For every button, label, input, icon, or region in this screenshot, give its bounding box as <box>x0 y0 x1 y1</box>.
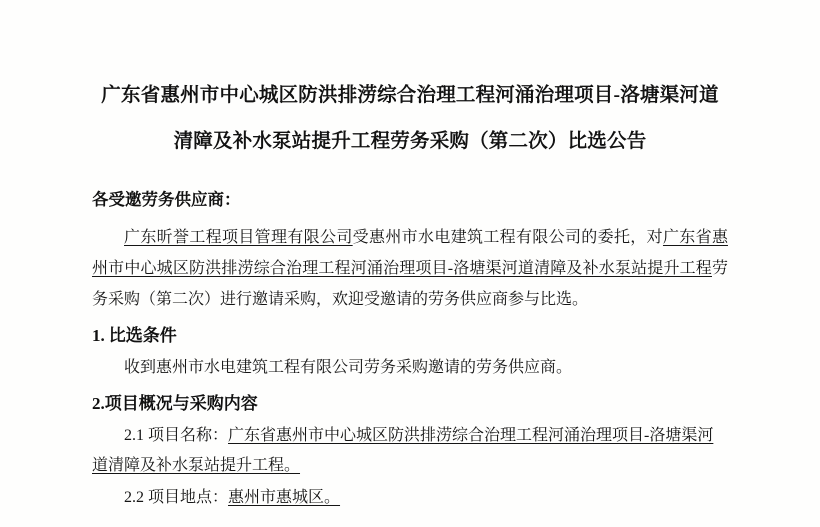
intro-paragraph <box>92 222 728 315</box>
intro-agent-name: 广东昕誉工程项目管理有限公司 <box>124 229 353 246</box>
section-2-paragraph-2-label: 2.2 项目地点： <box>124 489 229 506</box>
section-2-paragraph-2-value: 惠州市惠城区。 <box>228 489 341 506</box>
section-title-1: 比选条件 <box>108 326 177 345</box>
page-title-line-2: 清障及补水泵站提升工程劳务采购（第二次）比选公告 <box>173 131 647 152</box>
section-number-2: 2. <box>92 394 105 413</box>
section-2-paragraph-1-label: 2.1 项目名称： <box>124 427 229 444</box>
intro-text-2: 劳务采购（第二次）进行邀请采购，欢迎受邀请的劳务供应商参与比选。 <box>92 260 728 308</box>
section-title-2: 项目概况与采购内容 <box>104 394 258 413</box>
section-heading-2 <box>92 389 728 419</box>
section-2-paragraph-1-value: 广东省惠州市中心城区防洪排涝综合治理工程河涌治理项目-洛塘渠河道清障及补水泵站提升工程。 <box>92 427 714 474</box>
section-1-paragraph-1: 收到惠州市水电建筑工程有限公司劳务采购邀请的劳务供应商。 <box>124 359 573 376</box>
intro-text-1: 受惠州市水电建筑工程有限公司的委托，对 <box>352 229 663 246</box>
section-2-paragraph-2 <box>92 483 728 513</box>
page-title <box>92 78 728 160</box>
section-number-1: 1. <box>92 326 105 345</box>
section-2-paragraph-1 <box>92 421 728 481</box>
intro-project-name: 广东省惠州市中心城区防洪排涝综合治理工程河涌治理项目-洛塘渠河道清障及补水泵站提升工程 <box>92 229 728 277</box>
salutation: 各受邀劳务供应商： <box>92 190 241 209</box>
page-title-line-1: 广东省惠州市中心城区防洪排涝综合治理工程河涌治理项目-洛塘渠河道 <box>101 85 719 106</box>
section-heading-1 <box>92 321 728 351</box>
